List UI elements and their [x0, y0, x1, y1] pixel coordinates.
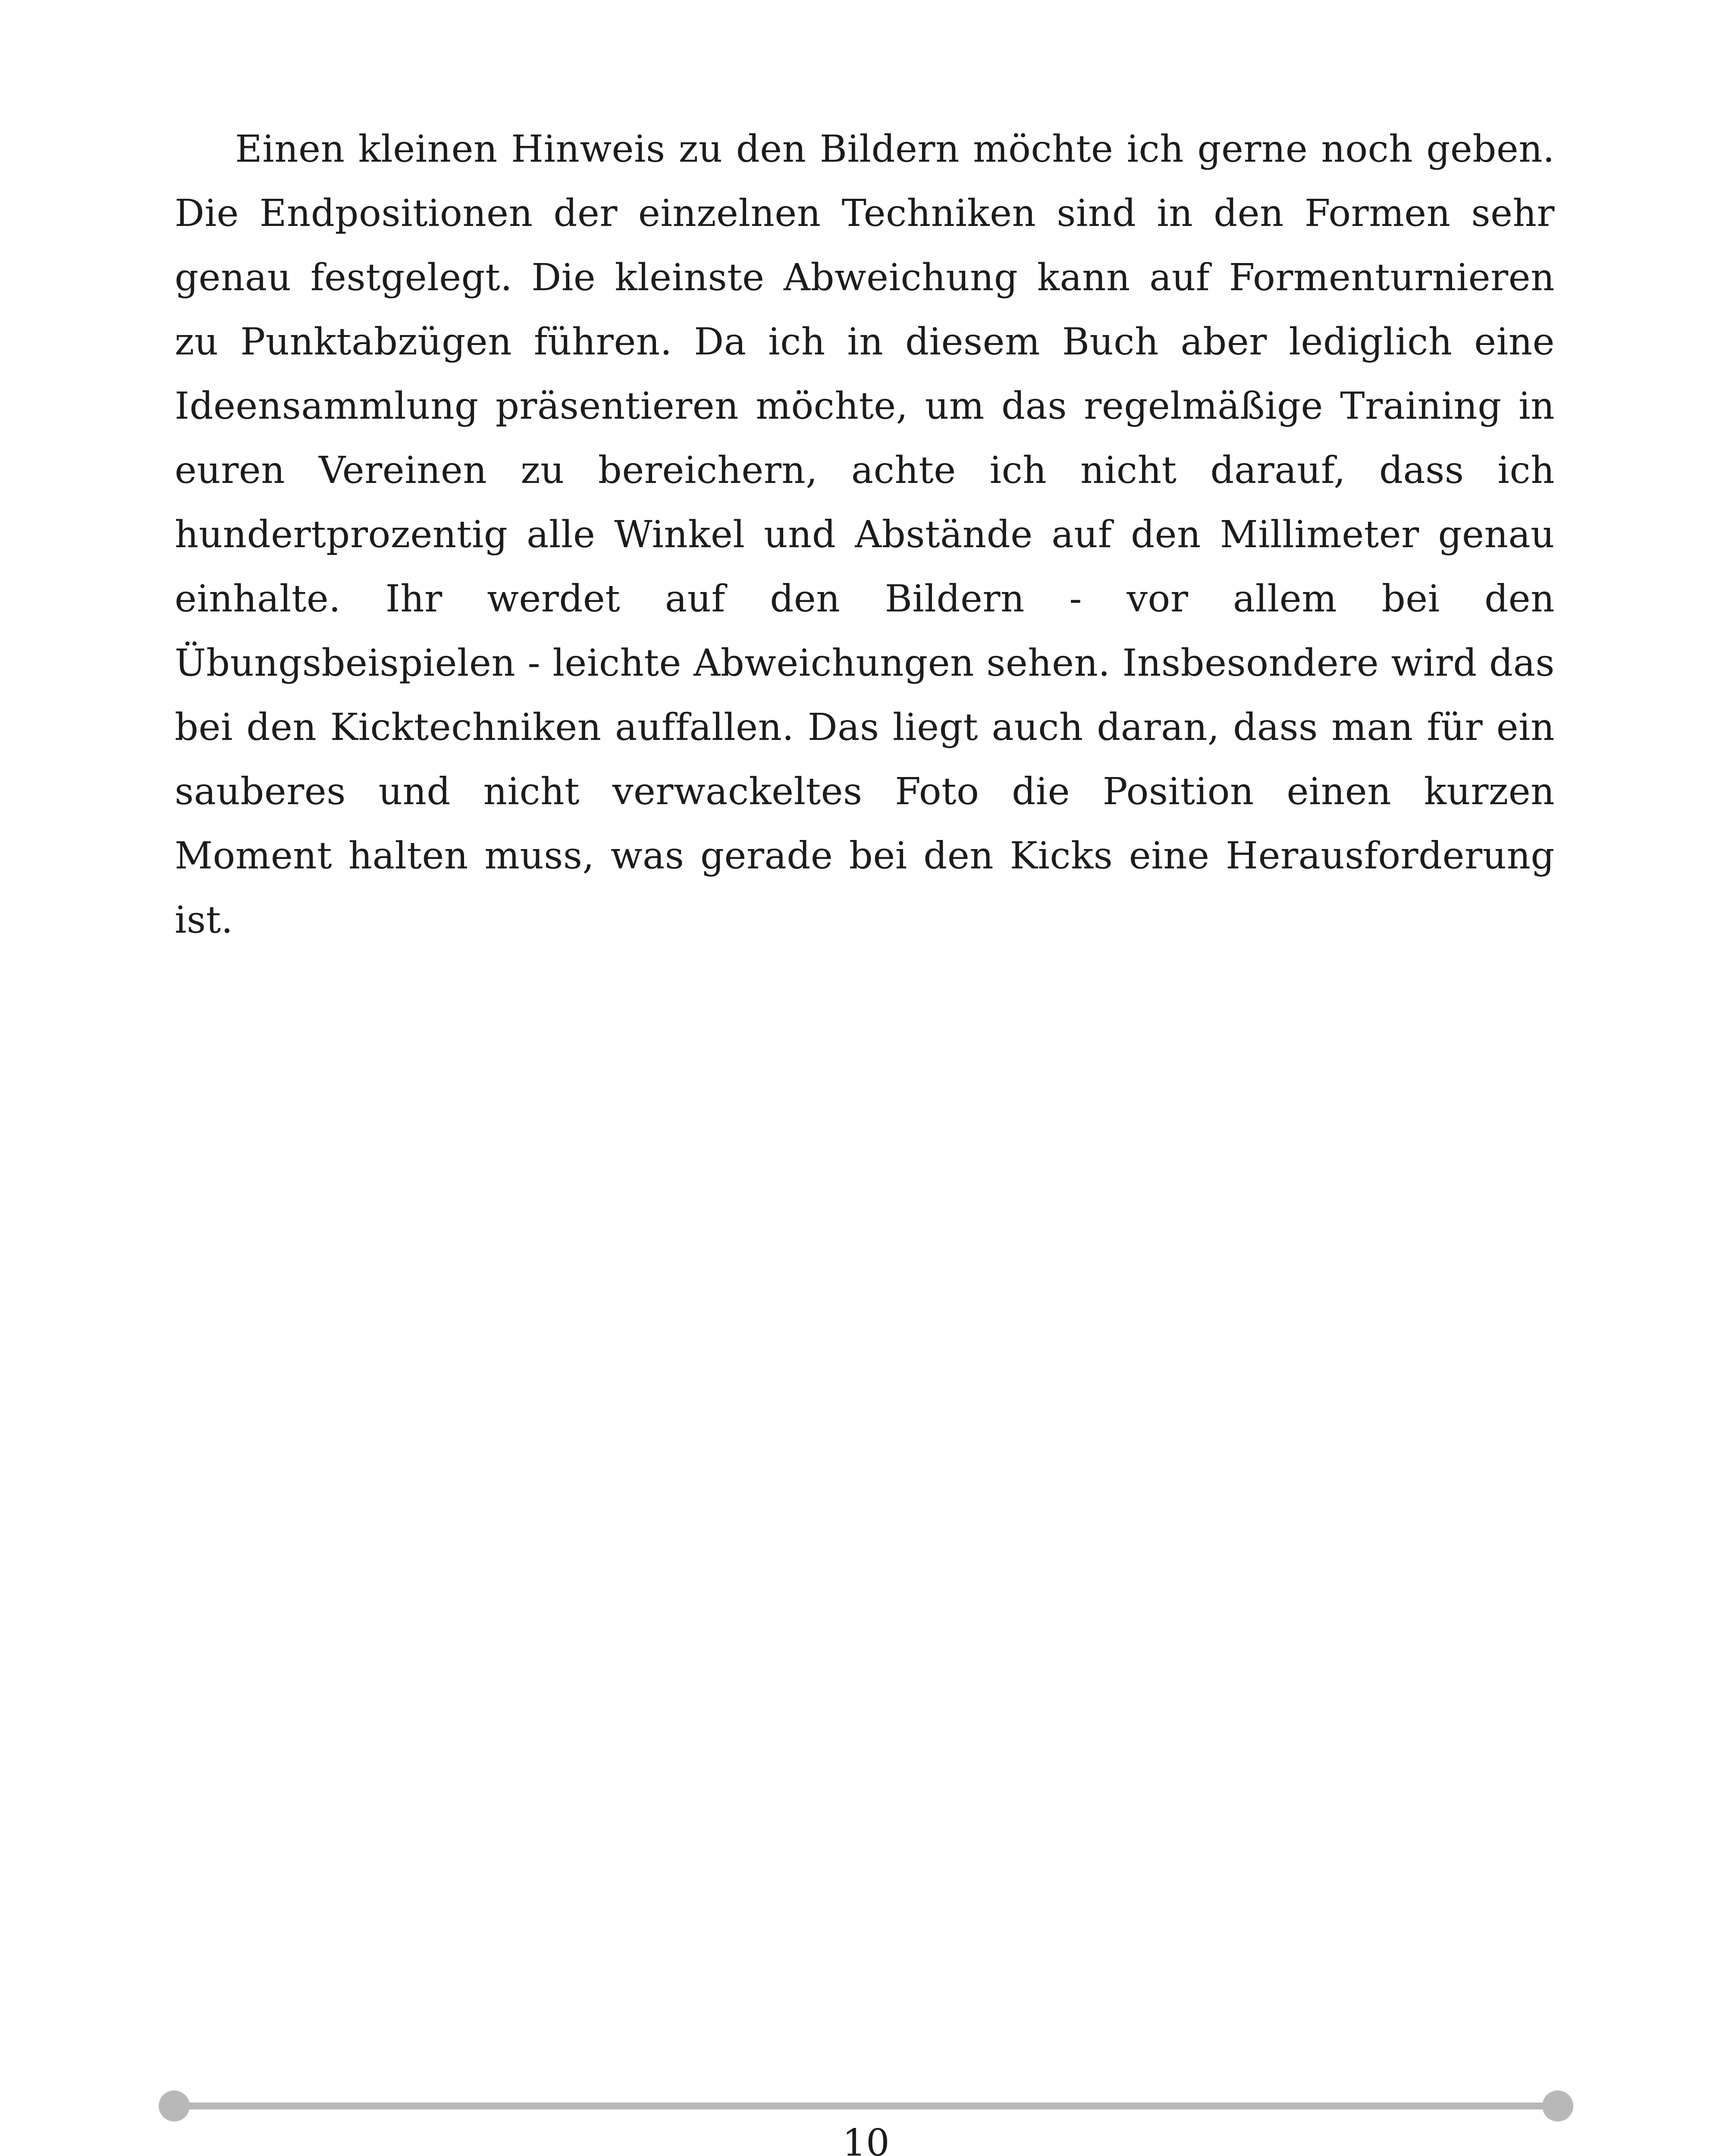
footer-divider-left-dot	[159, 2090, 190, 2122]
body-paragraph: Einen kleinen Hinweis zu den Bildern möchte ich gerne noch geben. Die Endpositionen der einzelnen Techniken sind in den Formen sehr genau festgelegt. Die kleinste Abweichung kann auf Formenturnieren zu Punktabzügen führen. Da ich in diesem Buch aber lediglich eine Ideensammlung präsentieren möchte, um das regelmäßige Training in euren Vereinen zu bereichern, achte ich nicht darauf, dass ich hundertprozentig alle Winkel und Abstände auf den Millimeter genau einhalte. Ihr werdet auf den Bildern - vor allem bei den Übungsbeispielen - leichte Abweichungen sehen. Insbesondere wird das bei den Kicktechniken auffallen. Das liegt auch daran, dass man für ein sauberes und nicht verwackeltes Foto die Position einen kurzen Moment halten muss, was gerade bei den Kicks eine Herausforderung ist.	[175, 128, 1555, 942]
footer-divider-right-dot	[1542, 2090, 1573, 2122]
footer-divider	[159, 2090, 1573, 2122]
page-number: 10	[842, 2122, 890, 2156]
body-text	[175, 117, 1555, 953]
footer-divider-line	[174, 2103, 1558, 2109]
